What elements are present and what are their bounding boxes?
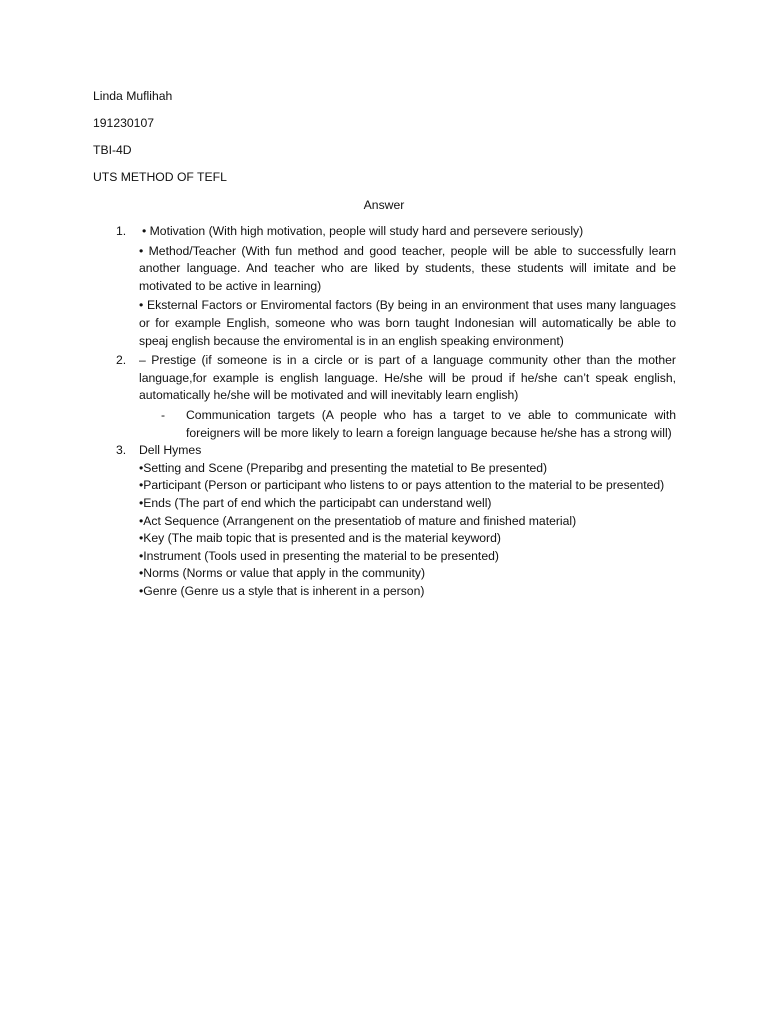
component-line: •Participant (Person or participant who listens to or pays attention to the material to be presented) <box>139 478 665 493</box>
component-line: •Setting and Scene (Preparibg and presenting the matetial to Be presented) <box>139 460 548 475</box>
item-number: 1. <box>116 224 127 238</box>
item-number: 3. <box>116 443 127 458</box>
dash-marker: - <box>161 407 166 422</box>
sub-item-text: Communication targets (A people who has a target to ve able to communicate with foreigners will be more likely to learn a foreign language because he/she has a strong will) <box>186 407 676 440</box>
component-line: •Genre (Genre us a style that is inherent in a person) <box>139 583 425 598</box>
component-line: •Key (The maib topic that is presented and is the material keyword) <box>139 531 501 546</box>
component-line: •Act Sequence (Arrangenent on the presentatiob of mature and finished material) <box>139 513 577 528</box>
sub-list-item <box>139 407 676 442</box>
list-item <box>116 442 676 600</box>
item-paragraph: – Prestige (if someone is in a circle or is part of a language community other than the mother language,for example is english language. He/she will be proud if he/she can’t speak english, automatically he/she will be motivated and will inevitably learn english) <box>139 353 676 403</box>
item-title: Dell Hymes <box>139 443 202 458</box>
component-line: •Instrument (Tools used in presenting the material to be presented) <box>139 548 499 563</box>
item-paragraph: • Eksternal Factors or Enviromental factors (By being in an environment that uses many languages or for example English, someone who was born taught Indonesian will automatically be able to speaj english because the enviromental is in an english speaking environment) <box>139 298 676 348</box>
component-line: •Ends (The part of end which the participabt can understand well) <box>139 495 492 510</box>
class-code: TBI-4D <box>93 143 132 157</box>
component-line: •Norms (Norms or value that apply in the community) <box>139 566 426 581</box>
answer-list <box>116 223 676 600</box>
student-id: 191230107 <box>93 116 155 130</box>
exam-title: UTS METHOD OF TEFL <box>93 170 227 184</box>
item-number: 2. <box>116 353 127 368</box>
list-item <box>116 223 676 350</box>
list-item <box>116 352 676 442</box>
student-name: Linda Muflihah <box>93 89 173 103</box>
item-paragraph: • Motivation (With high motivation, people will study hard and persevere seriously) <box>142 224 584 238</box>
item-paragraph: • Method/Teacher (With fun method and good teacher, people will be able to successfully learn another language. And teacher who are liked by students, these students will imitate and be motivated to be active in learning) <box>139 243 676 293</box>
answer-heading: Answer <box>363 198 405 212</box>
